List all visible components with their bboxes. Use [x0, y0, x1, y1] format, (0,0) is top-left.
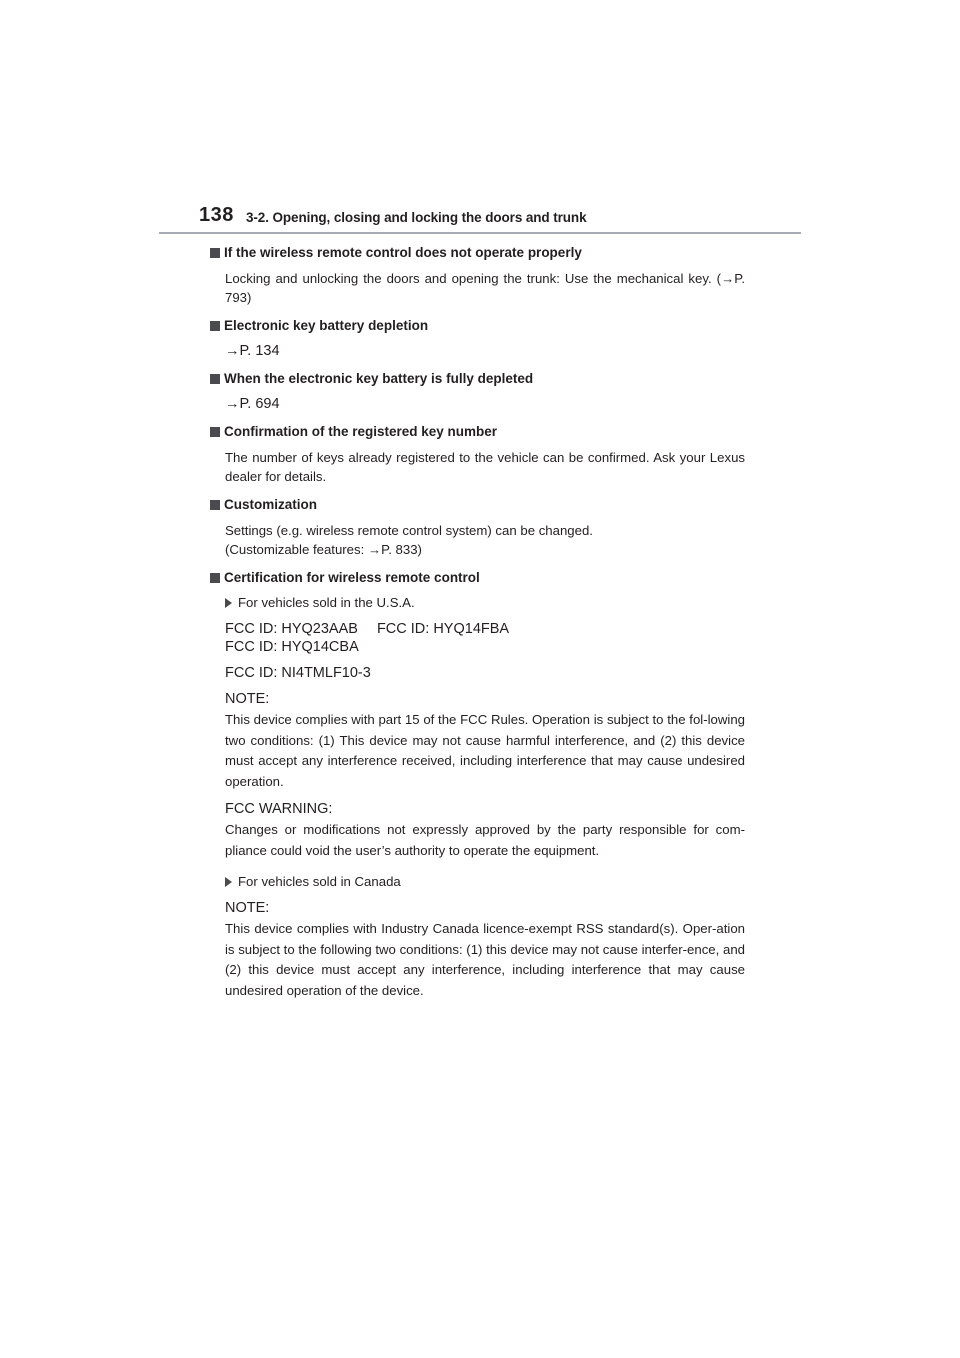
square-bullet-icon [210, 427, 220, 437]
section-title: When the electronic key battery is fully depleted [210, 370, 745, 388]
page-reference-link[interactable]: →P. 134 [225, 343, 280, 359]
triangle-bullet-icon [225, 598, 232, 608]
fcc-id: FCC ID: HYQ23AAB [225, 621, 358, 637]
canada-note-text: This device complies with Industry Canada licence-exempt RSS standard(s). Oper-ation is subject to the following two conditions: (1) this device may not cause interfer-ence, and (2) this device must accept any interference, including interference that may cause undesired operation of the device. [225, 921, 745, 998]
note-text: This device complies with part 15 of the FCC Rules. Operation is subject to the fol-lowing two conditions: (1) This device may not cause harmful interference, and (2) this device must accept any interference received, including interference that may cause undesired operation. [225, 712, 745, 789]
section-title: If the wireless remote control does not operate properly [210, 244, 745, 262]
section-title: Confirmation of the registered key number [210, 423, 745, 441]
fcc-warning-label: FCC WARNING: [225, 801, 333, 817]
section-title: Certification for wireless remote control [210, 569, 745, 587]
page-content [210, 244, 745, 1011]
fcc-id: FCC ID: HYQ14CBA [225, 639, 359, 655]
section-certification [210, 569, 745, 1001]
section-registered [210, 423, 745, 486]
square-bullet-icon [210, 573, 220, 583]
fcc-id: FCC ID: HYQ14FBA [376, 621, 510, 637]
square-bullet-icon [210, 374, 220, 384]
canada-note-label: NOTE: [225, 900, 270, 916]
fcc-warning-text: Changes or modifications not expressly approved by the party responsible for com-pliance could void the user’s authority to operate the equipment. [225, 822, 745, 858]
section-body: Locking and unlocking the doors and opening the trunk: Use the mechanical key. (→P. 793) [225, 271, 745, 305]
triangle-bullet-icon [225, 877, 232, 887]
section-remote [210, 244, 745, 307]
square-bullet-icon [210, 248, 220, 258]
section-customization [210, 496, 745, 559]
usa-subheading: For vehicles sold in the U.S.A. [225, 594, 745, 612]
section-body: The number of keys already registered to the vehicle can be confirmed. Ask your Lexus dealer for details. [225, 450, 745, 484]
fcc-id-group [225, 620, 745, 656]
body-line: Settings (e.g. wireless remote control system) can be changed. [225, 523, 593, 538]
page-reference-link[interactable]: →P. 694 [225, 396, 280, 412]
section-title: Customization [210, 496, 745, 514]
body-line: (Customizable features: →P. 833) [225, 542, 422, 557]
note-label: NOTE: [225, 691, 270, 707]
fcc-id: FCC ID: NI4TMLF10-3 [225, 665, 371, 681]
section-title: Electronic key battery depletion [210, 317, 745, 335]
running-header: 3-2. Opening, closing and locking the doors and trunk [246, 210, 587, 225]
header-rule [159, 232, 801, 234]
section-body [225, 521, 745, 559]
page-number: 138 [199, 204, 234, 226]
section-depleted [210, 370, 745, 413]
canada-subheading: For vehicles sold in Canada [225, 873, 745, 891]
square-bullet-icon [210, 500, 220, 510]
section-battery [210, 317, 745, 360]
square-bullet-icon [210, 321, 220, 331]
